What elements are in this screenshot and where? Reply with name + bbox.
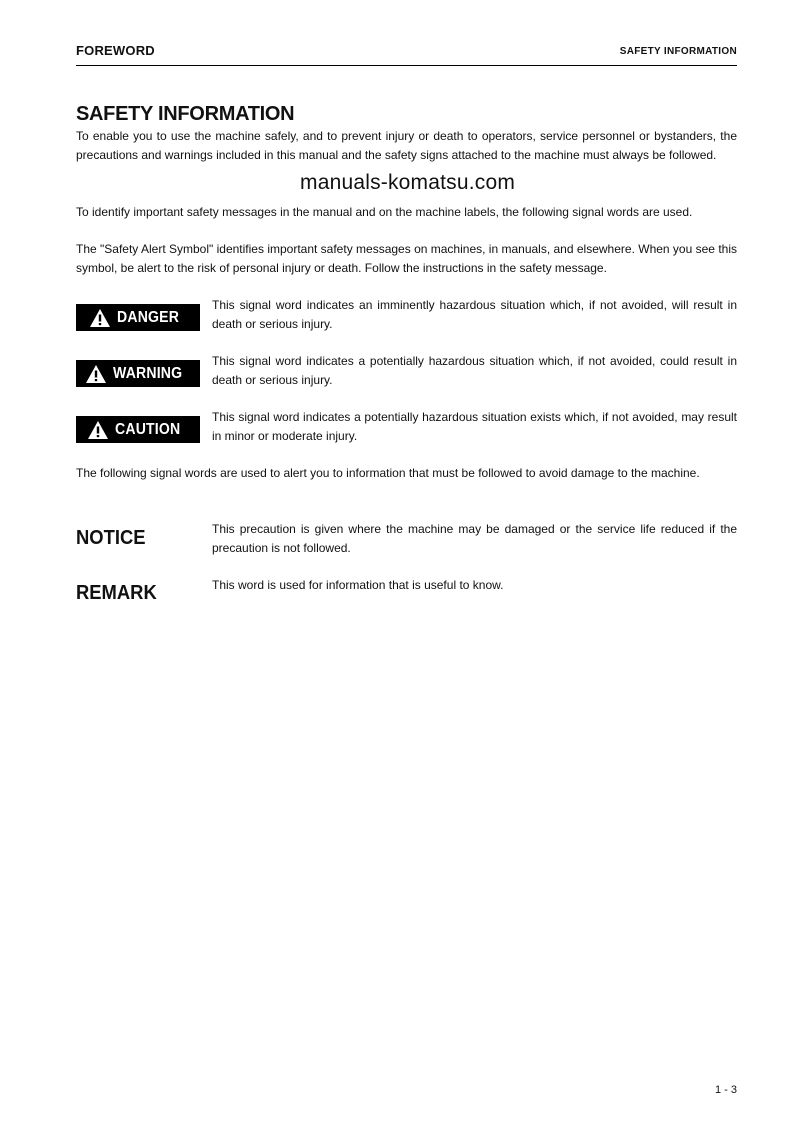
caution-label	[76, 416, 200, 443]
warning-label	[76, 360, 200, 387]
page-title: SAFETY INFORMATION	[76, 103, 295, 125]
notice-description: This precaution is given where the machine may be damaged or the service life reduced if the precaution is not followed.	[212, 522, 737, 555]
remark-word: REMARK	[76, 582, 157, 604]
warning-word: WARNING	[112, 364, 182, 382]
signal-words-paragraph: To identify important safety messages in the manual and on the machine labels, the following signal words are used.	[76, 205, 693, 219]
warning-description: This signal word indicates a potentially hazardous situation which, if not avoided, could result in death or serious injury.	[212, 354, 737, 387]
caution-description: This signal word indicates a potentially hazardous situation exists which, if not avoided, may result in minor or moderate injury.	[212, 410, 737, 443]
page-number: 1 - 3	[714, 1084, 737, 1096]
page-header	[76, 43, 737, 66]
intro-paragraph: To enable you to use the machine safely, and to prevent injury or death to operators, service personnel or bystanders, the precautions and warnings included in this manual and the safety signs attached to the machine must always be followed.	[76, 129, 737, 162]
danger-word: DANGER	[116, 308, 179, 326]
danger-description: This signal word indicates an imminently hazardous situation which, if not avoided, will result in death or serious injury.	[212, 298, 737, 331]
watermark-text: manuals-komatsu.com	[300, 171, 516, 194]
header-topic: SAFETY INFORMATION	[619, 46, 737, 57]
caution-word: CAUTION	[114, 420, 181, 438]
damage-paragraph: The following signal words are used to alert you to information that must be followed to avoid damage to the machine.	[76, 466, 700, 480]
alert-triangle-icon	[89, 308, 111, 328]
header-section: FOREWORD	[76, 43, 155, 58]
notice-word: NOTICE	[76, 527, 146, 549]
alert-symbol-paragraph: The "Safety Alert Symbol" identifies important safety messages on machines, in manuals, and elsewhere. When you see this symbol, be alert to the risk of personal injury or death. Follow the instructions in the safety message.	[76, 242, 737, 275]
danger-label	[76, 304, 200, 331]
alert-triangle-icon	[85, 364, 107, 384]
alert-triangle-icon	[87, 420, 109, 440]
remark-description: This word is used for information that is useful to know.	[212, 578, 504, 592]
